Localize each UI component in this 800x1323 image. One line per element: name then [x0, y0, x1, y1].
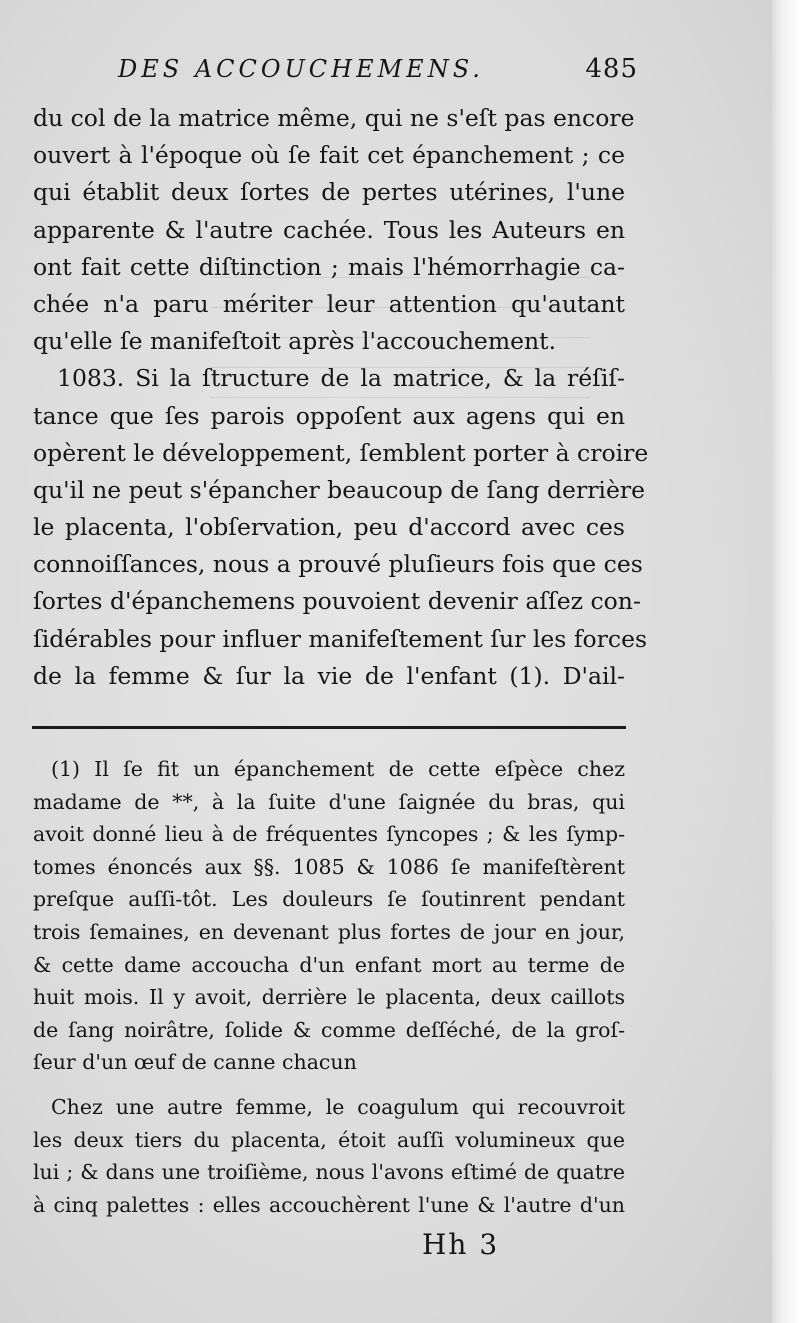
text-line: apparente & l'autre cachée. Tous les Auteurs en	[33, 215, 625, 244]
signature-mark: Hh 3	[422, 1228, 500, 1261]
text-line: qu'elle ſe manifeſtoit après l'accouchement.	[33, 327, 557, 356]
text-line: le placenta, l'obſervation, peu d'accord avec ces	[33, 513, 625, 542]
footnote-line: les deux tiers du placenta, étoit auſſi volumineux que	[33, 1127, 625, 1152]
text-line: ſortes d'épanchemens pouvoient devenir aſſez con-	[33, 587, 641, 616]
footnote-line: avoit donné lieu à de fréquentes ſyncopes ; & les ſymp-	[33, 822, 625, 847]
text-line: opèrent le développement, ſemblent porter à croire	[33, 438, 649, 467]
footnote-line: lui ; & dans une troiſième, nous l'avons eſtimé de quatre	[33, 1160, 625, 1185]
text-line: qu'il ne peut s'épancher beaucoup de ſang derrière	[33, 475, 645, 504]
footnote-line: ſeur d'un œuf de canne chacun	[33, 1050, 357, 1075]
footnote-line: Chez une autre femme, le coagulum qui recouvroit	[51, 1094, 625, 1119]
text-line: ſidérables pour influer manifeſtement ſur les forces	[33, 624, 648, 653]
footnote-line: de ſang noirâtre, ſolide & comme deſſéché, de la groſ-	[33, 1017, 625, 1042]
text-line: de la femme & ſur la vie de l'enfant (1). D'ail-	[33, 661, 625, 690]
text-line: connoiſſances, nous a prouvé pluſieurs fois que ces	[33, 550, 643, 579]
text-line: tance que ſes parois oppoſent aux agens qui en	[33, 401, 625, 430]
footnote-line: trois ſemaines, en devenant plus fortes de jour en jour,	[33, 919, 625, 944]
footnote-line: (1) Il ſe fit un épanchement de cette eſpèce chez	[51, 757, 625, 781]
text-line: ouvert à l'époque où ſe fait cet épanchement ; ce	[33, 141, 625, 170]
page-number: 485	[585, 54, 638, 84]
scan-margin	[772, 0, 800, 1323]
paragraph-1083-start: 1083. Si la ſtructure de la matrice, & la réſiſ-	[57, 364, 625, 393]
text-line: chée n'a paru mériter leur attention qu'autant	[33, 289, 625, 318]
paragraph-gap	[33, 1079, 625, 1091]
footnote-line: tomes énoncés aux §§. 1085 & 1086 ſe manifeſtèrent	[33, 854, 625, 879]
footnote-divider	[32, 726, 626, 729]
footnote-line: & cette dame accoucha d'un enfant mort au terme de	[33, 952, 625, 977]
running-title: DES ACCOUCHEMENS.	[118, 55, 484, 83]
footnote-line: à cinq palettes : elles accouchèrent l'une & l'autre d'un	[33, 1192, 625, 1217]
main-text	[33, 100, 649, 695]
running-header	[118, 54, 638, 94]
footnote-line: madame de **, à la ſuite d'une ſaignée du bras, qui	[33, 789, 625, 814]
footnotes	[33, 753, 625, 1221]
footnote-line: huit mois. Il y avoit, derrière le placenta, deux caillots	[33, 985, 625, 1010]
text-line: qui établit deux ſortes de pertes utérines, l'une	[33, 178, 625, 207]
text-line: du col de la matrice même, qui ne s'eſt pas encore	[33, 104, 635, 132]
footnote-line: preſque auſſi-tôt. Les douleurs ſe ſoutinrent pendant	[33, 887, 625, 912]
text-line: ont fait cette diſtinction ; mais l'hémorrhagie ca-	[33, 252, 625, 281]
